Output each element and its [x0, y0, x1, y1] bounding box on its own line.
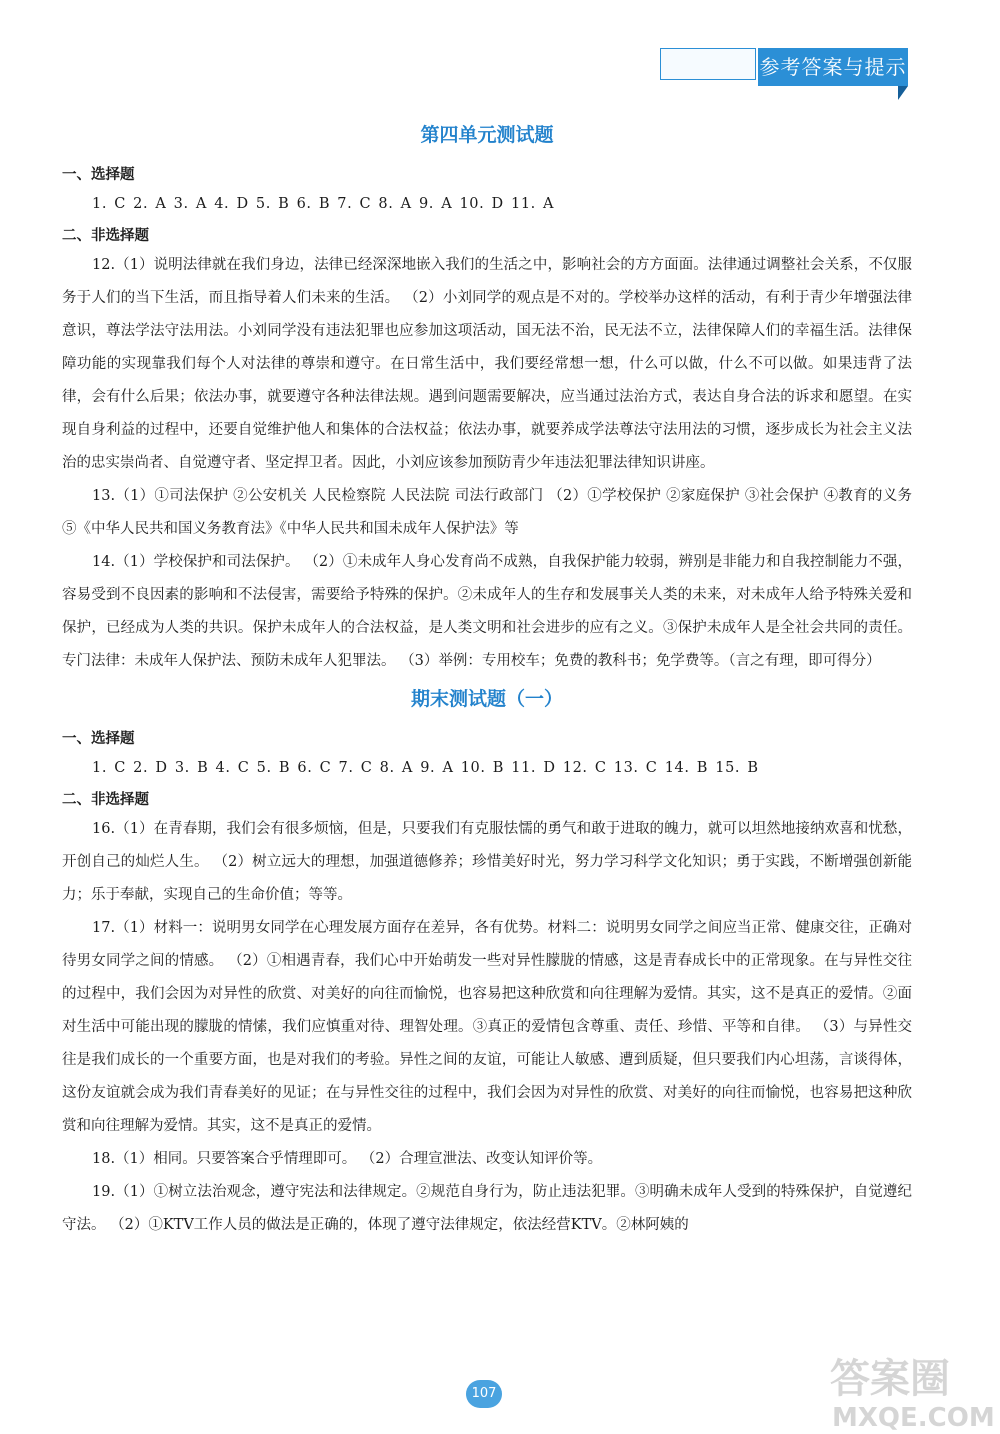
page-content: [62, 120, 912, 1242]
answer-q16: 16.（1）在青春期，我们会有很多烦恼，但是，只要我们有克服怯懦的勇气和敢于进取的魄力，就可以坦然地接纳欢喜和忧愁，开创自己的灿烂人生。 （2）树立远大的理想，加强道德修养；珍惜美好时光，努力学习科学文化知识；勇于实践，不断增强创新能力；乐于奉献，实现自己的生命价值；等等。: [62, 821, 912, 903]
answer-q12: 12.（1）说明法律就在我们身边，法律已经深深地嵌入我们的生活之中，影响社会的方方面面。法律通过调整社会关系，不仅服务于人们的当下生活，而且指导着人们未来的生活。 （2）小刘同学的观点是不对的。学校举办这样的活动，有利于青少年增强法律意识，尊法学法守法用法。小刘同学没有违法犯罪也应参加这项活动，国无法不治，民无法不立，法律保障人们的幸福生活。法律保障功能的实现靠我们每个人对法律的尊崇和遵守。在日常生活中，我们要经常想一想，什么可以做，什么不可以做。如果违背了法律，会有什么后果；依法办事，就要遵守各种法律法规。遇到问题需要解决，应当通过法治方式，表达自身合法的诉求和愿望。在实现自身利益的过程中，还要自觉维护他人和集体的合法权益；依法办事，就要养成学法尊法守法用法的习惯，逐步成长为社会主义法治的忠实崇尚者、自觉遵守者、坚定捍卫者。因此，小刘应该参加预防青少年违法犯罪法律知识讲座。: [62, 257, 912, 471]
nonchoice-heading: 二、非选择题: [62, 792, 149, 808]
choice-heading: 一、选择题: [62, 731, 135, 747]
section-title-unit4: 第四单元测试题: [420, 124, 554, 146]
section-title-final1: 期末测试题（一）: [410, 688, 563, 710]
watermark-logo: [820, 1340, 1000, 1434]
choice-heading: 一、选择题: [62, 167, 135, 183]
answer-q13: 13.（1）①司法保护 ②公安机关 人民检察院 人民法院 司法行政部门 （2）①学校保护 ②家庭保护 ③社会保护 ④教育的义务 ⑤《中华人民共和国义务教育法》《中华人民共和国未成年人保护法》等: [62, 488, 912, 537]
svg-text:MXQE.COM: MXQE.COM: [832, 1403, 995, 1433]
choice-answers: 1. C 2. A 3. A 4. D 5. B 6. B 7. C 8. A 9. A 10. D 11. A: [92, 196, 555, 212]
header-decor-box: [660, 48, 756, 80]
nonchoice-heading: 二、非选择题: [62, 228, 149, 244]
header-tab-fold: [898, 86, 908, 100]
svg-text:答案圈: 答案圈: [830, 1356, 950, 1402]
answer-q19: 19.（1）①树立法治观念，遵守宪法和法律规定。②规范自身行为，防止违法犯罪。③明确未成年人受到的特殊保护，自觉遵纪守法。 （2）①KTV工作人员的做法是正确的，体现了遵守法律规定，依法经营KTV。②林阿姨的: [62, 1184, 912, 1233]
page-number: 107: [466, 1380, 502, 1408]
choice-answers: 1. C 2. D 3. B 4. C 5. B 6. C 7. C 8. A 9. A 10. B 11. D 12. C 13. C 14. B 15. B: [92, 760, 759, 776]
answer-q14: 14.（1）学校保护和司法保护。 （2）①未成年人身心发育尚不成熟，自我保护能力较弱，辨别是非能力和自我控制能力不强，容易受到不良因素的影响和不法侵害，需要给予特殊的保护。②未成年人的生存和发展事关人类的未来，对未成年人给予特殊关爱和保护，已经成为人类的共识。保护未成年人的合法权益，是人类文明和社会进步的应有之义。③保护未成年人是全社会共同的责任。专门法律：未成年人保护法、预防未成年人犯罪法。 （3）举例：专用校车；免费的教科书；免学费等。（言之有理，即可得分）: [62, 554, 912, 669]
header-tab: 参考答案与提示: [758, 48, 908, 86]
answer-q18: 18.（1）相同。只要答案合乎情理即可。 （2）合理宣泄法、改变认知评价等。: [92, 1151, 603, 1167]
answer-q17: 17.（1）材料一：说明男女同学在心理发展方面存在差异，各有优势。材料二：说明男女同学之间应当正常、健康交往，正确对待男女同学之间的情感。 （2）①相遇青春，我们心中开始萌发一些对异性朦胧的情感，这是青春成长中的正常现象。在与异性交往的过程中，我们会因为对异性的欣赏、对美好的向往而愉悦，也容易把这种欣赏和向往理解为爱情。其实，这不是真正的爱情。②面对生活中可能出现的朦胧的情愫，我们应慎重对待、理智处理。③真正的爱情包含尊重、责任、珍惜、平等和自律。 （3）与异性交往是我们成长的一个重要方面，也是对我们的考验。异性之间的友谊，可能让人敏感、遭到质疑，但只要我们内心坦荡，言谈得体，这份友谊就会成为我们青春美好的见证；在与异性交往的过程中，我们会因为对异性的欣赏、对美好的向往而愉悦，也容易把这种欣赏和向往理解为爱情。其实，这不是真正的爱情。: [62, 920, 912, 1134]
